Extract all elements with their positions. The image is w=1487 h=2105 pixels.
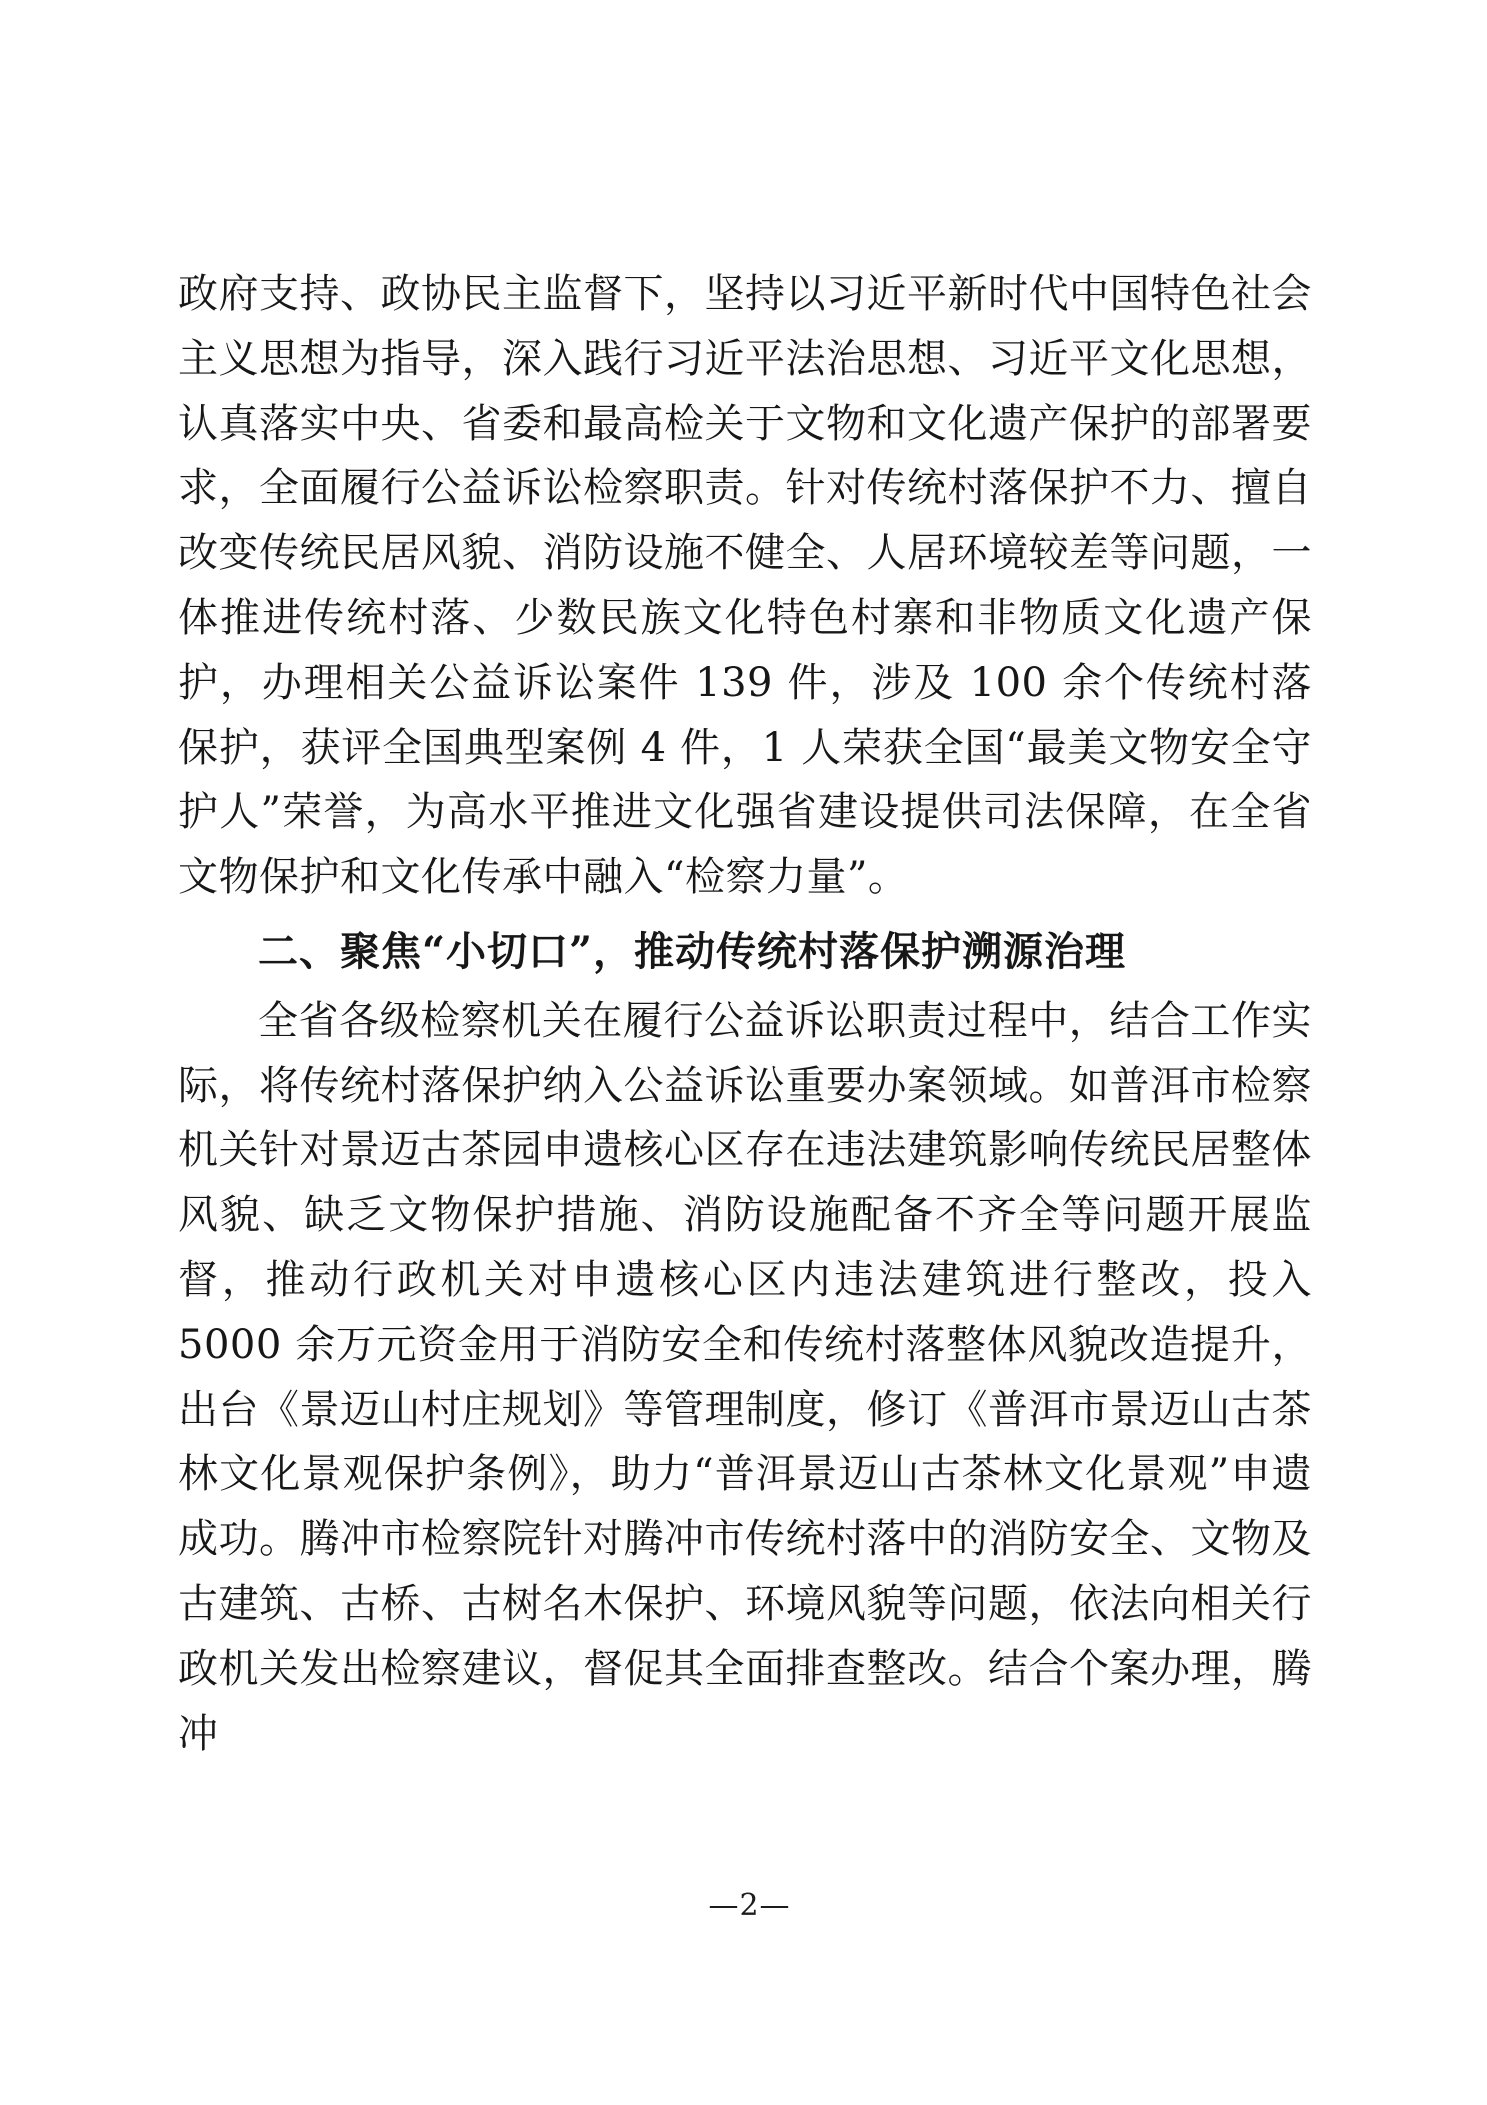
document-body bbox=[178, 262, 1312, 1766]
section-heading: 二、聚焦“小切口”，推动传统村落保护溯源治理 bbox=[258, 927, 1127, 975]
paragraph-continued: 政府支持、政协民主监督下，坚持以习近平新时代中国特色社会主义思想为指导，深入践行习近平法治思想、习近平文化思想，认真落实中央、省委和最高检关于文物和文化遗产保护的部署要求，全面履行公益诉讼检察职责。针对传统村落保护不力、擅自改变传统民居风貌、消防设施不健全、人居环境较差等问题，一体推进传统村落、少数民族文化特色村寨和非物质文化遗产保护，办理相关公益诉讼案件 139 件，涉及 100 余个传统村落保护，获评全国典型案例 4 件，1 人荣获全国“最美文物安全守护人”荣誉，为高水平推进文化强省建设提供司法保障，在全省文物保护和文化传承中融入“检察力量”。 bbox=[178, 271, 1312, 901]
page-footer bbox=[0, 1888, 1487, 1923]
page-number: —2— bbox=[708, 1888, 791, 1923]
paragraph-body: 全省各级检察机关在履行公益诉讼职责过程中，结合工作实际，将传统村落保护纳入公益诉讼重要办案领域。如普洱市检察机关针对景迈古茶园申遗核心区存在违法建筑影响传统民居整体风貌、缺乏文物保护措施、消防设施配备不齐全等问题开展监督，推动行政机关对申遗核心区内违法建筑进行整改，投入 5000 余万元资金用于消防安全和传统村落整体风貌改造提升，出台《景迈山村庄规划》等管理制度，修订《普洱市景迈山古茶林文化景观保护条例》，助力“普洱景迈山古茶林文化景观”申遗成功。腾冲市检察院针对腾冲市传统村落中的消防安全、文物及古建筑、古桥、古树名木保护、环境风貌等问题，依法向相关行政机关发出检察建议，督促其全面排查整改。结合个案办理，腾冲 bbox=[178, 997, 1312, 1757]
